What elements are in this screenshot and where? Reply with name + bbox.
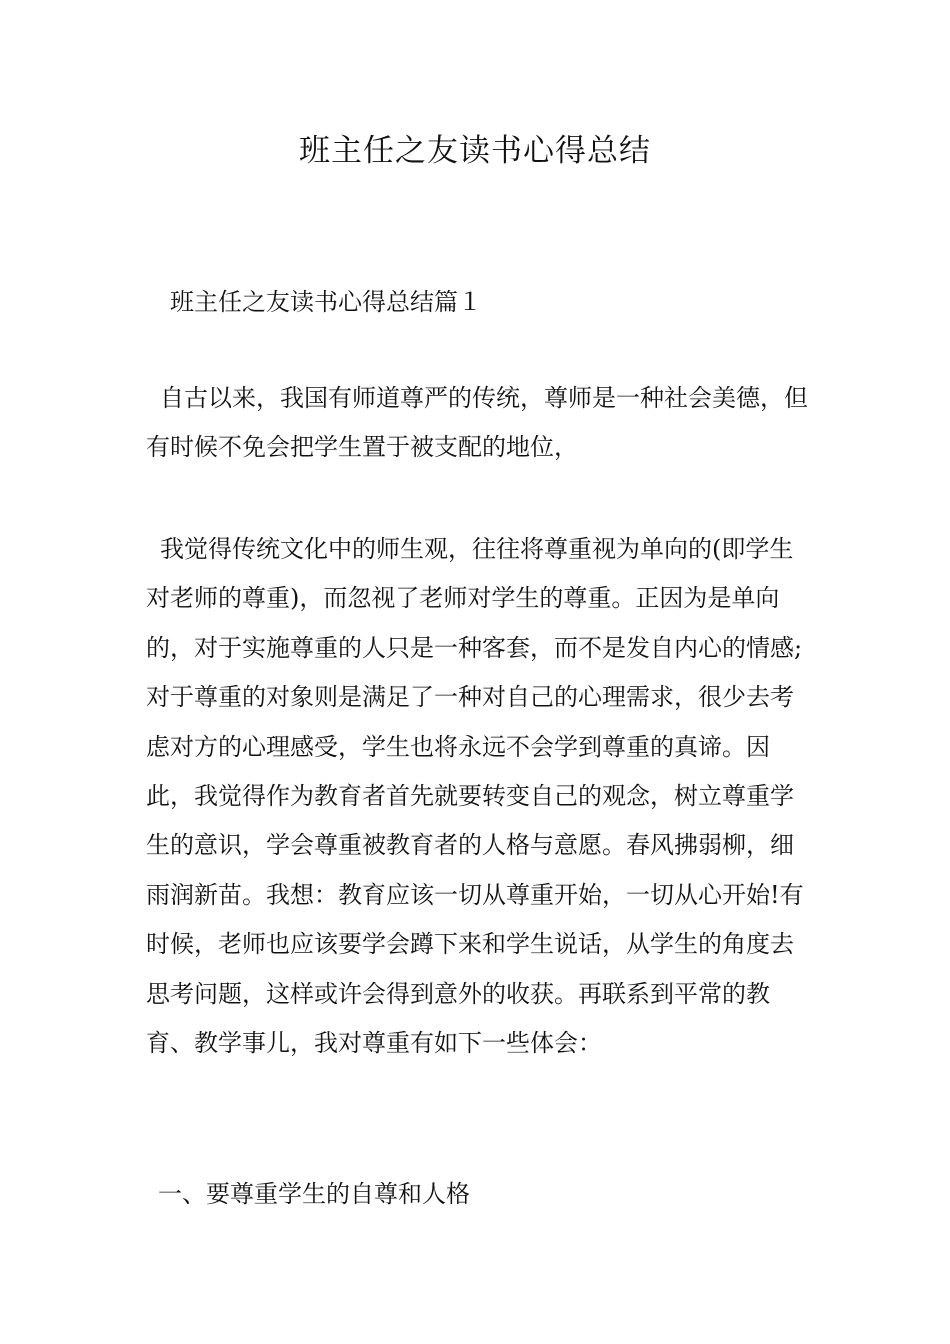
section-heading: 一、要尊重学生的自尊和人格	[158, 1180, 470, 1208]
paragraph-2: 我觉得传统文化中的师生观，往往将尊重视为单向的(即学生对老师的尊重)，而忽视了老师对学生的尊重。正因为是单向的，对于实施尊重的人只是一种客套，而不是发自内心的情感;对于尊重的对象则是满足了一种对自己的心理需求，很少去考虑对方的心理感受，学生也将永远不会学到尊重的真谛。因此，我觉得作为教育者首先就要转变自己的观念，树立尊重学生的意识，学会尊重被教育者的人格与意愿。春风拂弱柳，细雨润新苗。我想：教育应该一切从尊重开始，一切从心开始!有时候，老师也应该要学会蹲下来和学生说话，从学生的角度去思考问题，这样或许会得到意外的收获。再联系到平常的教育、教学事儿，我对尊重有如下一些体会：	[146, 535, 804, 1058]
section-title: 班主任之友读书心得总结篇１	[170, 288, 482, 316]
paragraph-1: 自古以来，我国有师道尊严的传统，尊师是一种社会美德，但有时候不免会把学生置于被支配的地位，	[146, 384, 808, 462]
document-title: 班主任之友读书心得总结	[299, 133, 651, 169]
